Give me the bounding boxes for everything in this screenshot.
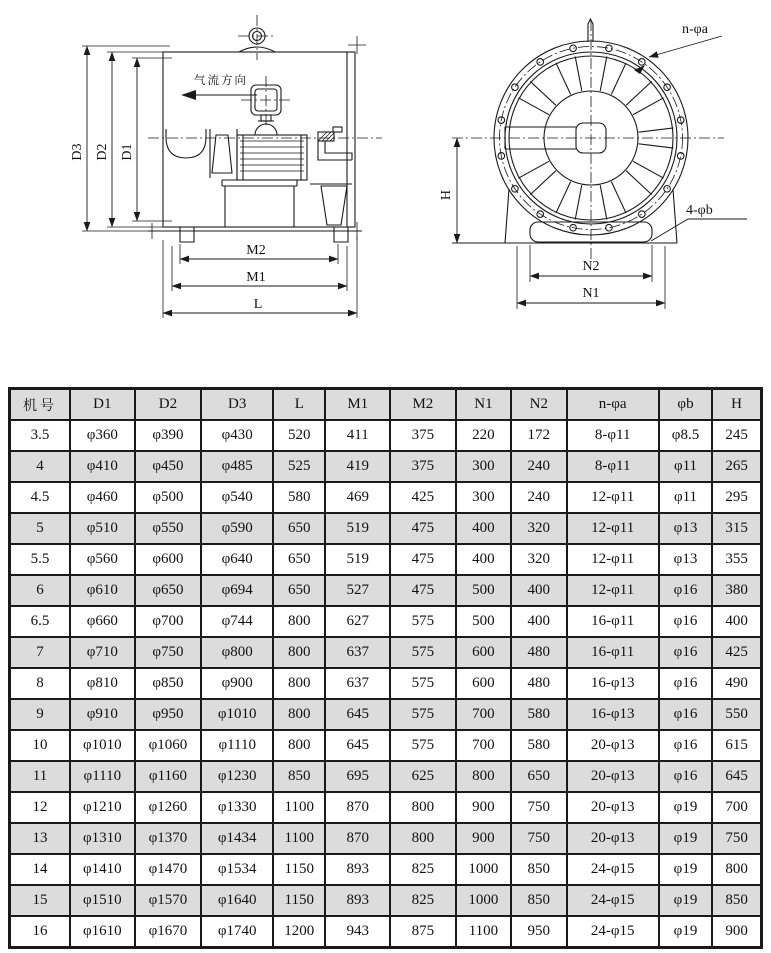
- fan-blade-edge: [611, 182, 626, 214]
- table-cell: φ1510: [70, 885, 135, 916]
- side-view: [70, 15, 382, 318]
- dimension-table: [8, 387, 763, 949]
- motor-dome: [255, 124, 277, 135]
- table-cell: φ694: [201, 575, 273, 606]
- table-cell: 850: [712, 885, 761, 916]
- table-cell: 525: [273, 451, 325, 482]
- table-cell: φ16: [659, 761, 712, 792]
- table-cell: φ1160: [135, 761, 202, 792]
- table-cell: 20-φ13: [567, 761, 659, 792]
- mounting-feet: [148, 36, 366, 242]
- table-cell: 12-φ11: [567, 575, 659, 606]
- column-header: n-φa: [567, 389, 659, 421]
- table-cell: 469: [325, 482, 390, 513]
- flange-bolt-hole: [639, 211, 646, 218]
- table-cell: 645: [325, 730, 390, 761]
- table-row: [10, 544, 762, 575]
- table-cell: 1200: [273, 916, 325, 948]
- table-cell: 800: [390, 823, 456, 854]
- length-dimensions: [163, 236, 357, 318]
- table-cell: 375: [390, 451, 456, 482]
- table-cell: 580: [273, 482, 325, 513]
- table-cell: φ1740: [201, 916, 273, 948]
- table-cell: 645: [712, 761, 761, 792]
- table-cell: 527: [325, 575, 390, 606]
- table-cell: φ850: [135, 668, 202, 699]
- table-cell: 575: [390, 606, 456, 637]
- table-cell: φ450: [135, 451, 202, 482]
- table-cell: 8-φ11: [567, 451, 659, 482]
- dim-label-l: L: [253, 297, 263, 312]
- table-cell: φ500: [135, 482, 202, 513]
- technical-drawing: [0, 0, 771, 382]
- table-cell: 15: [10, 885, 71, 916]
- table-cell: 500: [456, 606, 511, 637]
- table-row: [10, 792, 762, 823]
- table-cell: φ1640: [201, 885, 273, 916]
- column-header: D2: [135, 389, 202, 421]
- table-cell: 700: [456, 699, 511, 730]
- motor-support: [222, 180, 297, 227]
- table-cell: 575: [390, 637, 456, 668]
- table-cell: φ1010: [201, 699, 273, 730]
- inlet-bellmouth: [166, 129, 206, 158]
- bearing-seal: [318, 127, 342, 141]
- table-cell: φ590: [201, 513, 273, 544]
- table-row: [10, 482, 762, 513]
- table-cell: φ16: [659, 575, 712, 606]
- fan-blade-edge: [600, 57, 607, 91]
- dim-label-d2: D2: [95, 143, 110, 161]
- table-cell: 650: [273, 513, 325, 544]
- table-row: [10, 668, 762, 699]
- table-cell: 300: [456, 482, 511, 513]
- table-cell: φ1330: [201, 792, 273, 823]
- table-cell: 875: [390, 916, 456, 948]
- airflow-arrow: [181, 90, 257, 100]
- table-cell: φ11: [659, 451, 712, 482]
- table-cell: φ13: [659, 544, 712, 575]
- table-cell: 400: [456, 544, 511, 575]
- fan-blade-edge: [626, 81, 652, 105]
- column-header: N2: [511, 389, 566, 421]
- top-pin: [588, 19, 593, 42]
- fan-blade-edge: [556, 182, 571, 214]
- table-cell: 475: [390, 544, 456, 575]
- table-cell: 16-φ11: [567, 637, 659, 668]
- table-cell: 800: [390, 792, 456, 823]
- table-cell: 700: [456, 730, 511, 761]
- table-cell: 893: [325, 854, 390, 885]
- table-cell: 500: [456, 575, 511, 606]
- table-cell: 800: [456, 761, 511, 792]
- column-header: M2: [390, 389, 456, 421]
- table-cell: 870: [325, 792, 390, 823]
- table-cell: 400: [511, 606, 566, 637]
- table-cell: φ710: [70, 637, 135, 668]
- table-cell: 800: [273, 730, 325, 761]
- table-cell: φ1060: [135, 730, 202, 761]
- table-cell: 490: [712, 668, 761, 699]
- table-cell: 1100: [456, 916, 511, 948]
- table-cell: 600: [456, 637, 511, 668]
- table-cell: 16-φ13: [567, 699, 659, 730]
- table-cell: 4.5: [10, 482, 71, 513]
- dim-label-n1: N1: [582, 286, 600, 301]
- table-cell: 750: [511, 792, 566, 823]
- dim-label-m1: M1: [246, 270, 266, 285]
- table-cell: φ16: [659, 606, 712, 637]
- table-cell: 12-φ11: [567, 482, 659, 513]
- table-cell: 1000: [456, 885, 511, 916]
- table-cell: 480: [511, 668, 566, 699]
- fan-blade-edge: [626, 171, 652, 195]
- fan-blade-edge: [639, 144, 674, 148]
- table-cell: 893: [325, 885, 390, 916]
- table-body: [10, 420, 762, 948]
- table-cell: 8: [10, 668, 71, 699]
- table-cell: φ410: [70, 451, 135, 482]
- table-cell: 550: [712, 699, 761, 730]
- fan-blade-edge: [518, 98, 549, 115]
- table-cell: φ750: [135, 637, 202, 668]
- table-row: [10, 451, 762, 482]
- table-cell: 24-φ15: [567, 916, 659, 948]
- table-row: [10, 916, 762, 948]
- fan-blade-edge: [633, 161, 664, 178]
- table-cell: 14: [10, 854, 71, 885]
- table-cell: 1100: [273, 792, 325, 823]
- diffuser-bracket: [310, 141, 352, 225]
- table-cell: φ460: [70, 482, 135, 513]
- table-cell: φ1230: [201, 761, 273, 792]
- column-header: L: [273, 389, 325, 421]
- table-cell: 580: [511, 699, 566, 730]
- table-cell: 12-φ11: [567, 544, 659, 575]
- column-header: N1: [456, 389, 511, 421]
- table-cell: 627: [325, 606, 390, 637]
- table-cell: 6.5: [10, 606, 71, 637]
- table-cell: 850: [273, 761, 325, 792]
- table-cell: 1000: [456, 854, 511, 885]
- table-cell: φ1670: [135, 916, 202, 948]
- fan-blade-edge: [518, 161, 549, 178]
- table-cell: 850: [511, 885, 566, 916]
- fan-blade-edge: [633, 98, 664, 115]
- table-cell: φ1110: [70, 761, 135, 792]
- table-cell: 355: [712, 544, 761, 575]
- table-cell: φ16: [659, 730, 712, 761]
- table-cell: 380: [712, 575, 761, 606]
- table-cell: 575: [390, 699, 456, 730]
- table-cell: 700: [712, 792, 761, 823]
- table-cell: φ19: [659, 823, 712, 854]
- table-cell: 1100: [273, 823, 325, 854]
- table-cell: 419: [325, 451, 390, 482]
- table-cell: φ360: [70, 420, 135, 451]
- table-cell: φ610: [70, 575, 135, 606]
- table-cell: 480: [511, 637, 566, 668]
- table-cell: 800: [273, 606, 325, 637]
- impeller-section: [210, 129, 237, 180]
- table-cell: 900: [712, 916, 761, 948]
- table-row: [10, 854, 762, 885]
- column-header: D3: [201, 389, 273, 421]
- table-cell: φ910: [70, 699, 135, 730]
- dim-label-m2: M2: [246, 243, 266, 258]
- table-cell: 475: [390, 513, 456, 544]
- right-support-foot: [321, 186, 347, 225]
- column-header: H: [712, 389, 761, 421]
- table-row: [10, 730, 762, 761]
- junction-box: [241, 76, 291, 135]
- table-row: [10, 761, 762, 792]
- table-cell: 950: [511, 916, 566, 948]
- front-view: [439, 19, 747, 309]
- table-cell: 12: [10, 792, 71, 823]
- table-cell: φ430: [201, 420, 273, 451]
- height-dimension: [439, 138, 457, 243]
- table-cell: φ1534: [201, 854, 273, 885]
- table-cell: φ1610: [70, 916, 135, 948]
- table-row: [10, 513, 762, 544]
- table-cell: 750: [511, 823, 566, 854]
- table-cell: φ900: [201, 668, 273, 699]
- dim-label-d1: D1: [120, 143, 135, 161]
- fan-casing: [163, 52, 355, 227]
- dimension-table-wrap: [8, 387, 763, 949]
- table-cell: φ485: [201, 451, 273, 482]
- table-cell: 24-φ15: [567, 885, 659, 916]
- table-cell: 300: [456, 451, 511, 482]
- table-cell: 265: [712, 451, 761, 482]
- table-cell: 900: [456, 823, 511, 854]
- table-cell: 12-φ11: [567, 513, 659, 544]
- table-cell: 1150: [273, 854, 325, 885]
- table-cell: 411: [325, 420, 390, 451]
- table-row: [10, 885, 762, 916]
- table-cell: φ19: [659, 854, 712, 885]
- dim-label-n2: N2: [582, 259, 600, 274]
- table-cell: 519: [325, 544, 390, 575]
- eyebolt: [238, 15, 276, 60]
- table-cell: φ16: [659, 668, 712, 699]
- table-cell: φ1370: [135, 823, 202, 854]
- table-cell: 11: [10, 761, 71, 792]
- table-cell: 425: [390, 482, 456, 513]
- table-cell: 20-φ13: [567, 730, 659, 761]
- flange-holes-callout: [634, 22, 722, 74]
- table-cell: 519: [325, 513, 390, 544]
- flange-bolt-hole: [677, 153, 684, 160]
- table-row: [10, 420, 762, 451]
- table-cell: 9: [10, 699, 71, 730]
- table-cell: φ700: [135, 606, 202, 637]
- table-cell: 375: [390, 420, 456, 451]
- table-cell: 315: [712, 513, 761, 544]
- table-cell: 575: [390, 730, 456, 761]
- table-cell: 320: [511, 544, 566, 575]
- table-cell: 943: [325, 916, 390, 948]
- table-cell: 4: [10, 451, 71, 482]
- table-row: [10, 699, 762, 730]
- table-cell: φ1210: [70, 792, 135, 823]
- table-cell: 637: [325, 668, 390, 699]
- table-cell: φ390: [135, 420, 202, 451]
- table-cell: 650: [273, 575, 325, 606]
- table-cell: 5.5: [10, 544, 71, 575]
- table-cell: 575: [390, 668, 456, 699]
- table-cell: φ1570: [135, 885, 202, 916]
- diameter-dimensions: [70, 46, 172, 231]
- table-cell: 637: [325, 637, 390, 668]
- table-cell: 645: [325, 699, 390, 730]
- table-cell: 24-φ15: [567, 854, 659, 885]
- table-cell: 800: [712, 854, 761, 885]
- table-cell: φ11: [659, 482, 712, 513]
- table-cell: 20-φ13: [567, 823, 659, 854]
- fan-drawing-svg: [0, 0, 771, 382]
- column-header: 机号: [10, 389, 71, 421]
- table-cell: φ1410: [70, 854, 135, 885]
- table-cell: φ19: [659, 916, 712, 948]
- table-cell: 800: [273, 637, 325, 668]
- column-header: M1: [325, 389, 390, 421]
- table-row: [10, 823, 762, 854]
- table-cell: φ560: [70, 544, 135, 575]
- table-row: [10, 637, 762, 668]
- base-holes-callout: [651, 203, 747, 241]
- table-cell: φ540: [201, 482, 273, 513]
- table-cell: 800: [273, 668, 325, 699]
- fan-blade-edge: [600, 185, 607, 219]
- table-cell: 615: [712, 730, 761, 761]
- fan-blade-edge: [575, 185, 582, 219]
- table-cell: φ800: [201, 637, 273, 668]
- table-cell: 20-φ13: [567, 792, 659, 823]
- table-cell: 580: [511, 730, 566, 761]
- table-cell: 5: [10, 513, 71, 544]
- motor: [237, 135, 307, 180]
- table-cell: 1150: [273, 885, 325, 916]
- table-cell: 240: [511, 482, 566, 513]
- table-cell: φ640: [201, 544, 273, 575]
- table-cell: 475: [390, 575, 456, 606]
- table-cell: 6: [10, 575, 71, 606]
- table-cell: 850: [511, 854, 566, 885]
- table-cell: 400: [456, 513, 511, 544]
- table-cell: 625: [390, 761, 456, 792]
- table-cell: 10: [10, 730, 71, 761]
- table-cell: 13: [10, 823, 71, 854]
- table-cell: φ510: [70, 513, 135, 544]
- table-cell: 400: [511, 575, 566, 606]
- table-cell: φ16: [659, 699, 712, 730]
- table-cell: φ744: [201, 606, 273, 637]
- table-cell: 7: [10, 637, 71, 668]
- flange-bolt-hole: [606, 45, 613, 52]
- table-cell: φ660: [70, 606, 135, 637]
- column-header: φb: [659, 389, 712, 421]
- table-cell: φ1010: [70, 730, 135, 761]
- flange-holes-label: n-φa: [682, 22, 708, 37]
- table-cell: φ13: [659, 513, 712, 544]
- table-cell: 400: [712, 606, 761, 637]
- table-cell: 16: [10, 916, 71, 948]
- table-row: [10, 575, 762, 606]
- table-cell: 600: [456, 668, 511, 699]
- table-row: [10, 606, 762, 637]
- fan-blade-edge: [611, 63, 626, 95]
- fan-blade-edge: [530, 81, 556, 105]
- table-cell: 245: [712, 420, 761, 451]
- table-header: [10, 389, 762, 421]
- table-cell: 16-φ13: [567, 668, 659, 699]
- table-cell: 3.5: [10, 420, 71, 451]
- table-cell: 825: [390, 854, 456, 885]
- table-cell: φ550: [135, 513, 202, 544]
- table-cell: 800: [273, 699, 325, 730]
- table-cell: 320: [511, 513, 566, 544]
- table-cell: φ1110: [201, 730, 273, 761]
- base-holes-label: 4-φb: [686, 203, 713, 218]
- fan-blade-edge: [575, 57, 582, 91]
- table-cell: 650: [511, 761, 566, 792]
- table-cell: 240: [511, 451, 566, 482]
- table-cell: 425: [712, 637, 761, 668]
- table-cell: φ1260: [135, 792, 202, 823]
- dim-label-d3: D3: [70, 143, 85, 161]
- table-cell: 750: [712, 823, 761, 854]
- table-cell: φ19: [659, 885, 712, 916]
- table-cell: 695: [325, 761, 390, 792]
- table-cell: 870: [325, 823, 390, 854]
- table-cell: 16-φ11: [567, 606, 659, 637]
- table-cell: φ8.5: [659, 420, 712, 451]
- table-cell: 900: [456, 792, 511, 823]
- column-header: D1: [70, 389, 135, 421]
- table-cell: φ16: [659, 637, 712, 668]
- table-cell: 220: [456, 420, 511, 451]
- fan-blade-edge: [530, 171, 556, 195]
- table-cell: φ19: [659, 792, 712, 823]
- dim-label-h: H: [439, 189, 454, 201]
- table-cell: 650: [273, 544, 325, 575]
- table-cell: 825: [390, 885, 456, 916]
- fan-blade-edge: [556, 63, 571, 95]
- flange-bolt-hole: [606, 224, 613, 231]
- table-cell: φ650: [135, 575, 202, 606]
- table-cell: φ1310: [70, 823, 135, 854]
- flange-bolt-hole: [512, 84, 519, 91]
- table-cell: φ950: [135, 699, 202, 730]
- table-cell: φ1434: [201, 823, 273, 854]
- table-cell: 520: [273, 420, 325, 451]
- table-cell: 295: [712, 482, 761, 513]
- airflow-direction-label: 气流方向: [194, 73, 248, 87]
- table-cell: 8-φ11: [567, 420, 659, 451]
- table-header-row: [10, 389, 762, 421]
- fan-blade-edge: [639, 128, 674, 132]
- flange-bolt-hole: [570, 45, 577, 52]
- table-cell: φ810: [70, 668, 135, 699]
- table-cell: φ600: [135, 544, 202, 575]
- table-cell: 172: [511, 420, 566, 451]
- table-cell: φ1470: [135, 854, 202, 885]
